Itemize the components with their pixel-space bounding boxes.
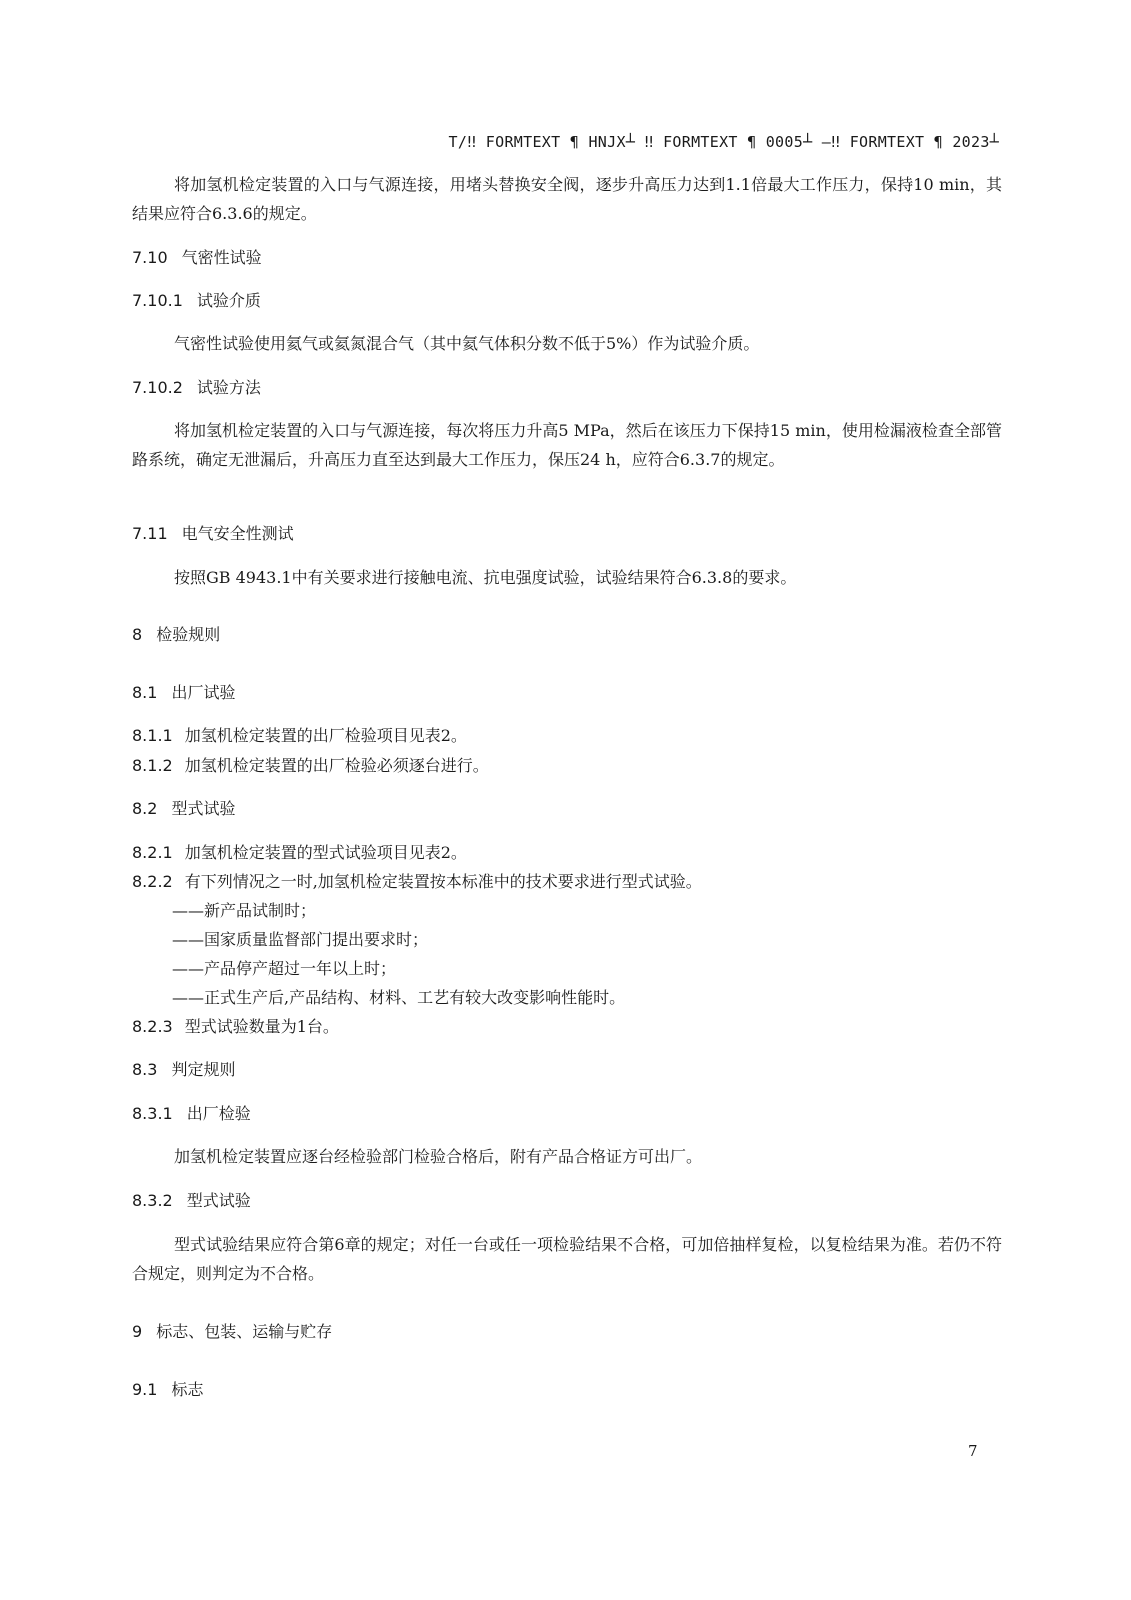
clause-item: [132, 751, 1002, 780]
page-header: T/‼ FORMTEXT ¶ HNJX┴ ‼ FORMTEXT ¶ 0005┴ —‼ FORMTEXT ¶ 2023┴: [448, 133, 999, 151]
section-heading: [132, 243, 1002, 272]
section-heading: [132, 794, 1002, 823]
clause-text: 加氢机检定装置的出厂检验必须逐台进行。: [184, 756, 489, 775]
section-heading: [132, 678, 1002, 707]
clause-text: 加氢机检定装置的出厂检验项目见表2。: [184, 726, 467, 745]
clause-text: 加氢机检定装置的型式试验项目见表2。: [184, 843, 467, 862]
chapter-number: 9: [132, 1322, 143, 1341]
section-number: 8.3.2: [132, 1191, 173, 1210]
section-number: 8.1: [132, 683, 158, 702]
clause-number: 8.2.3: [132, 1017, 173, 1036]
section-number: 9.1: [132, 1380, 158, 1399]
section-title: 型式试验: [171, 799, 236, 818]
section-heading: [132, 1099, 1002, 1128]
chapter-title: 检验规则: [156, 625, 221, 644]
dash-list-item: ——正式生产后,产品结构、材料、工艺有较大改变影响性能时。: [172, 988, 626, 1007]
paragraph: 按照GB 4943.1中有关要求进行接触电流、抗电强度试验，试验结果符合6.3.8的要求。: [174, 568, 797, 587]
section-heading: [132, 1375, 1002, 1404]
section-heading: [132, 286, 1002, 315]
section-title: 试验方法: [196, 378, 261, 397]
dash-list-item: ——产品停产超过一年以上时；: [172, 959, 397, 978]
paragraph: 气密性试验使用氦气或氦氮混合气（其中氦气体积分数不低于5%）作为试验介质。: [174, 334, 760, 353]
section-number: 7.10: [132, 248, 168, 267]
section-number: 7.11: [132, 524, 168, 543]
section-title: 标志: [171, 1380, 204, 1399]
section-heading: [132, 1186, 1002, 1215]
section-title: 试验介质: [196, 291, 261, 310]
section-heading: [132, 519, 1002, 548]
clause-text: 有下列情况之一时,加氢机检定装置按本标准中的技术要求进行型式试验。: [184, 872, 702, 891]
paragraph: 将加氢机检定装置的入口与气源连接，每次将压力升高5 MPa，然后在该压力下保持15 min，使用检漏液检查全部管路系统，确定无泄漏后，升高压力直至达到最大工作压力，保压24 h，应符合6.3.7的规定。: [132, 421, 1002, 469]
page-number: 7: [968, 1442, 978, 1460]
section-number: 8.3: [132, 1060, 158, 1079]
clause-number: 8.1.2: [132, 756, 173, 775]
clause-number: 8.2.2: [132, 872, 173, 891]
paragraph: 加氢机检定装置应逐台经检验部门检验合格后，附有产品合格证方可出厂。: [174, 1147, 703, 1166]
section-title: 判定规则: [171, 1060, 236, 1079]
clause-number: 8.1.1: [132, 726, 173, 745]
clause-item: [132, 838, 1002, 867]
paragraph: 型式试验结果应符合第6章的规定；对任一台或任一项检验结果不合格，可加倍抽样复检，以复检结果为准。若仍不符合规定，则判定为不合格。: [132, 1235, 1002, 1283]
section-number: 7.10.2: [132, 378, 183, 397]
paragraph: 将加氢机检定装置的入口与气源连接，用堵头替换安全阀，逐步升高压力达到1.1倍最大工作压力，保持10 min，其结果应符合6.3.6的规定。: [132, 175, 1002, 223]
clause-item: [132, 867, 1002, 896]
clause-text: 型式试验数量为1台。: [184, 1017, 339, 1036]
clause-item: [132, 1012, 1002, 1041]
section-number: 8.2: [132, 799, 158, 818]
section-number: 8.3.1: [132, 1104, 173, 1123]
dash-list-item: ——新产品试制时；: [172, 901, 317, 920]
clause-number: 8.2.1: [132, 843, 173, 862]
section-title: 气密性试验: [181, 248, 262, 267]
chapter-title: 标志、包装、运输与贮存: [156, 1322, 333, 1341]
dash-list-item: ——国家质量监督部门提出要求时；: [172, 930, 429, 949]
section-heading: [132, 1055, 1002, 1084]
section-title: 型式试验: [186, 1191, 251, 1210]
chapter-heading: [132, 620, 1002, 649]
section-number: 7.10.1: [132, 291, 183, 310]
section-title: 出厂检验: [186, 1104, 251, 1123]
clause-item: [132, 721, 1002, 750]
section-title: 电气安全性测试: [181, 524, 294, 543]
section-title: 出厂试验: [171, 683, 236, 702]
chapter-heading: [132, 1317, 1002, 1346]
chapter-number: 8: [132, 625, 143, 644]
section-heading: [132, 373, 1002, 402]
